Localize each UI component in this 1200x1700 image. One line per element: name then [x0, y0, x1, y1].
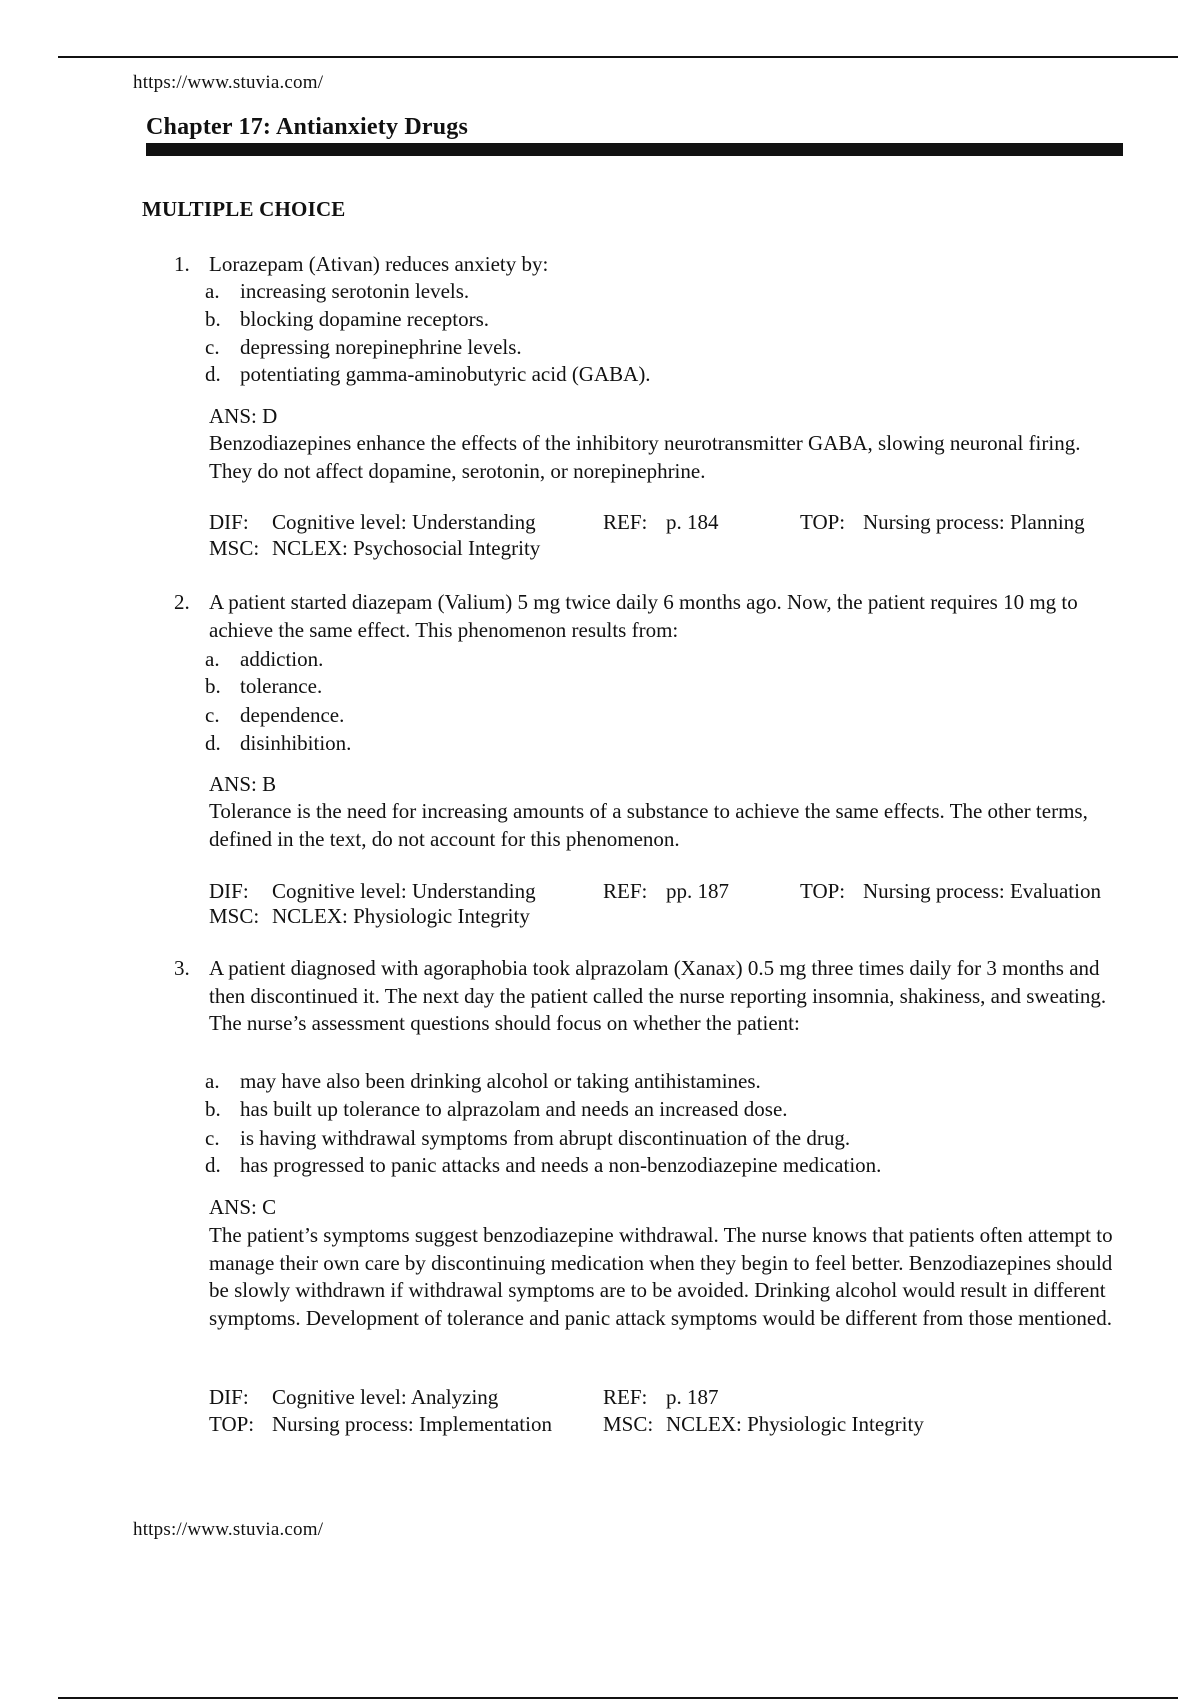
option-b: b. tolerance.	[205, 674, 323, 698]
ref-meta: REF: p. 187	[603, 1385, 719, 1409]
question-text: A patient diagnosed with agoraphobia took alprazolam (Xanax) 0.5 mg three times daily for 3 months and then discontinued it. The next day the patient called the nurse reporting insomnia, shakiness, and sweating. The nurse’s assessment questions should focus on whether the patient:	[209, 956, 1107, 1035]
question-text: Lorazepam (Ativan) reduces anxiety by:	[209, 252, 549, 276]
dif-meta: DIF: Cognitive level: Understanding	[209, 510, 536, 534]
option-c: c. depressing norepinephrine levels.	[205, 335, 522, 359]
rationale: Benzodiazepines enhance the effects of the inhibitory neurotransmitter GABA, slowing neuronal firing. They do not affect dopamine, serotonin, or norepinephrine.	[209, 431, 1081, 483]
question-number: 1.	[174, 252, 190, 276]
chapter-title: Chapter 17: Antianxiety Drugs	[146, 114, 469, 140]
top-meta: TOP: Nursing process: Implementation	[209, 1412, 552, 1436]
question-number: 3.	[174, 956, 190, 980]
option-a: a. addiction.	[205, 647, 324, 671]
option-c: c. dependence.	[205, 703, 345, 727]
answer-key: ANS: B	[209, 772, 277, 796]
question-stem	[174, 251, 1114, 279]
top-meta: TOP: Nursing process: Evaluation	[800, 879, 1101, 903]
rationale: The patient’s symptoms suggest benzodiazepine withdrawal. The nurse knows that patients often attempt to manage their own care by discontinuing medication when they begin to feel better. Benzodiazepines should be slowly withdrawn if withdrawal symptoms are to be avoided. Drinking alcohol would result in different symptoms. Development of tolerance and panic attack symptoms would be different from those mentioned.	[209, 1223, 1113, 1330]
rationale: Tolerance is the need for increasing amounts of a substance to achieve the same effects. The other terms, defined in the text, do not account for this phenomenon.	[209, 799, 1088, 851]
option-d: d. potentiating gamma-aminobutyric acid (GABA).	[205, 362, 651, 386]
option-a: a. may have also been drinking alcohol or taking antihistamines.	[205, 1069, 761, 1093]
top-rule	[58, 56, 1178, 58]
section-heading: MULTIPLE CHOICE	[142, 197, 346, 221]
answer-key: ANS: D	[209, 404, 278, 428]
option-a: a. increasing serotonin levels.	[205, 279, 470, 303]
header-url[interactable]: https://www.stuvia.com/	[133, 72, 324, 93]
option-b: b. has built up tolerance to alprazolam and needs an increased dose.	[205, 1097, 788, 1121]
bottom-rule	[58, 1697, 1178, 1699]
option-d: d. disinhibition.	[205, 731, 352, 755]
msc-meta: MSC: NCLEX: Physiologic Integrity	[603, 1412, 924, 1436]
msc-meta: MSC: NCLEX: Physiologic Integrity	[209, 904, 530, 928]
answer-key: ANS: C	[209, 1195, 277, 1219]
dif-meta: DIF: Cognitive level: Understanding	[209, 879, 536, 903]
question-stem	[174, 589, 1114, 644]
option-d: d. has progressed to panic attacks and needs a non-benzodiazepine medication.	[205, 1153, 882, 1177]
title-underline-bar	[146, 143, 1123, 156]
option-c: c. is having withdrawal symptoms from abrupt discontinuation of the drug.	[205, 1126, 851, 1150]
top-meta: TOP: Nursing process: Planning	[800, 510, 1085, 534]
msc-meta: MSC: NCLEX: Psychosocial Integrity	[209, 536, 541, 560]
dif-meta: DIF: Cognitive level: Analyzing	[209, 1385, 499, 1409]
ref-meta: REF: p. 184	[603, 510, 719, 534]
question-number: 2.	[174, 590, 190, 614]
ref-meta: REF: pp. 187	[603, 879, 729, 903]
footer-url[interactable]: https://www.stuvia.com/	[133, 1519, 324, 1540]
option-b: b. blocking dopamine receptors.	[205, 307, 490, 331]
question-stem	[174, 955, 1114, 1038]
question-text: A patient started diazepam (Valium) 5 mg twice daily 6 months ago. Now, the patient requires 10 mg to achieve the same effect. This phenomenon results from:	[209, 590, 1078, 642]
